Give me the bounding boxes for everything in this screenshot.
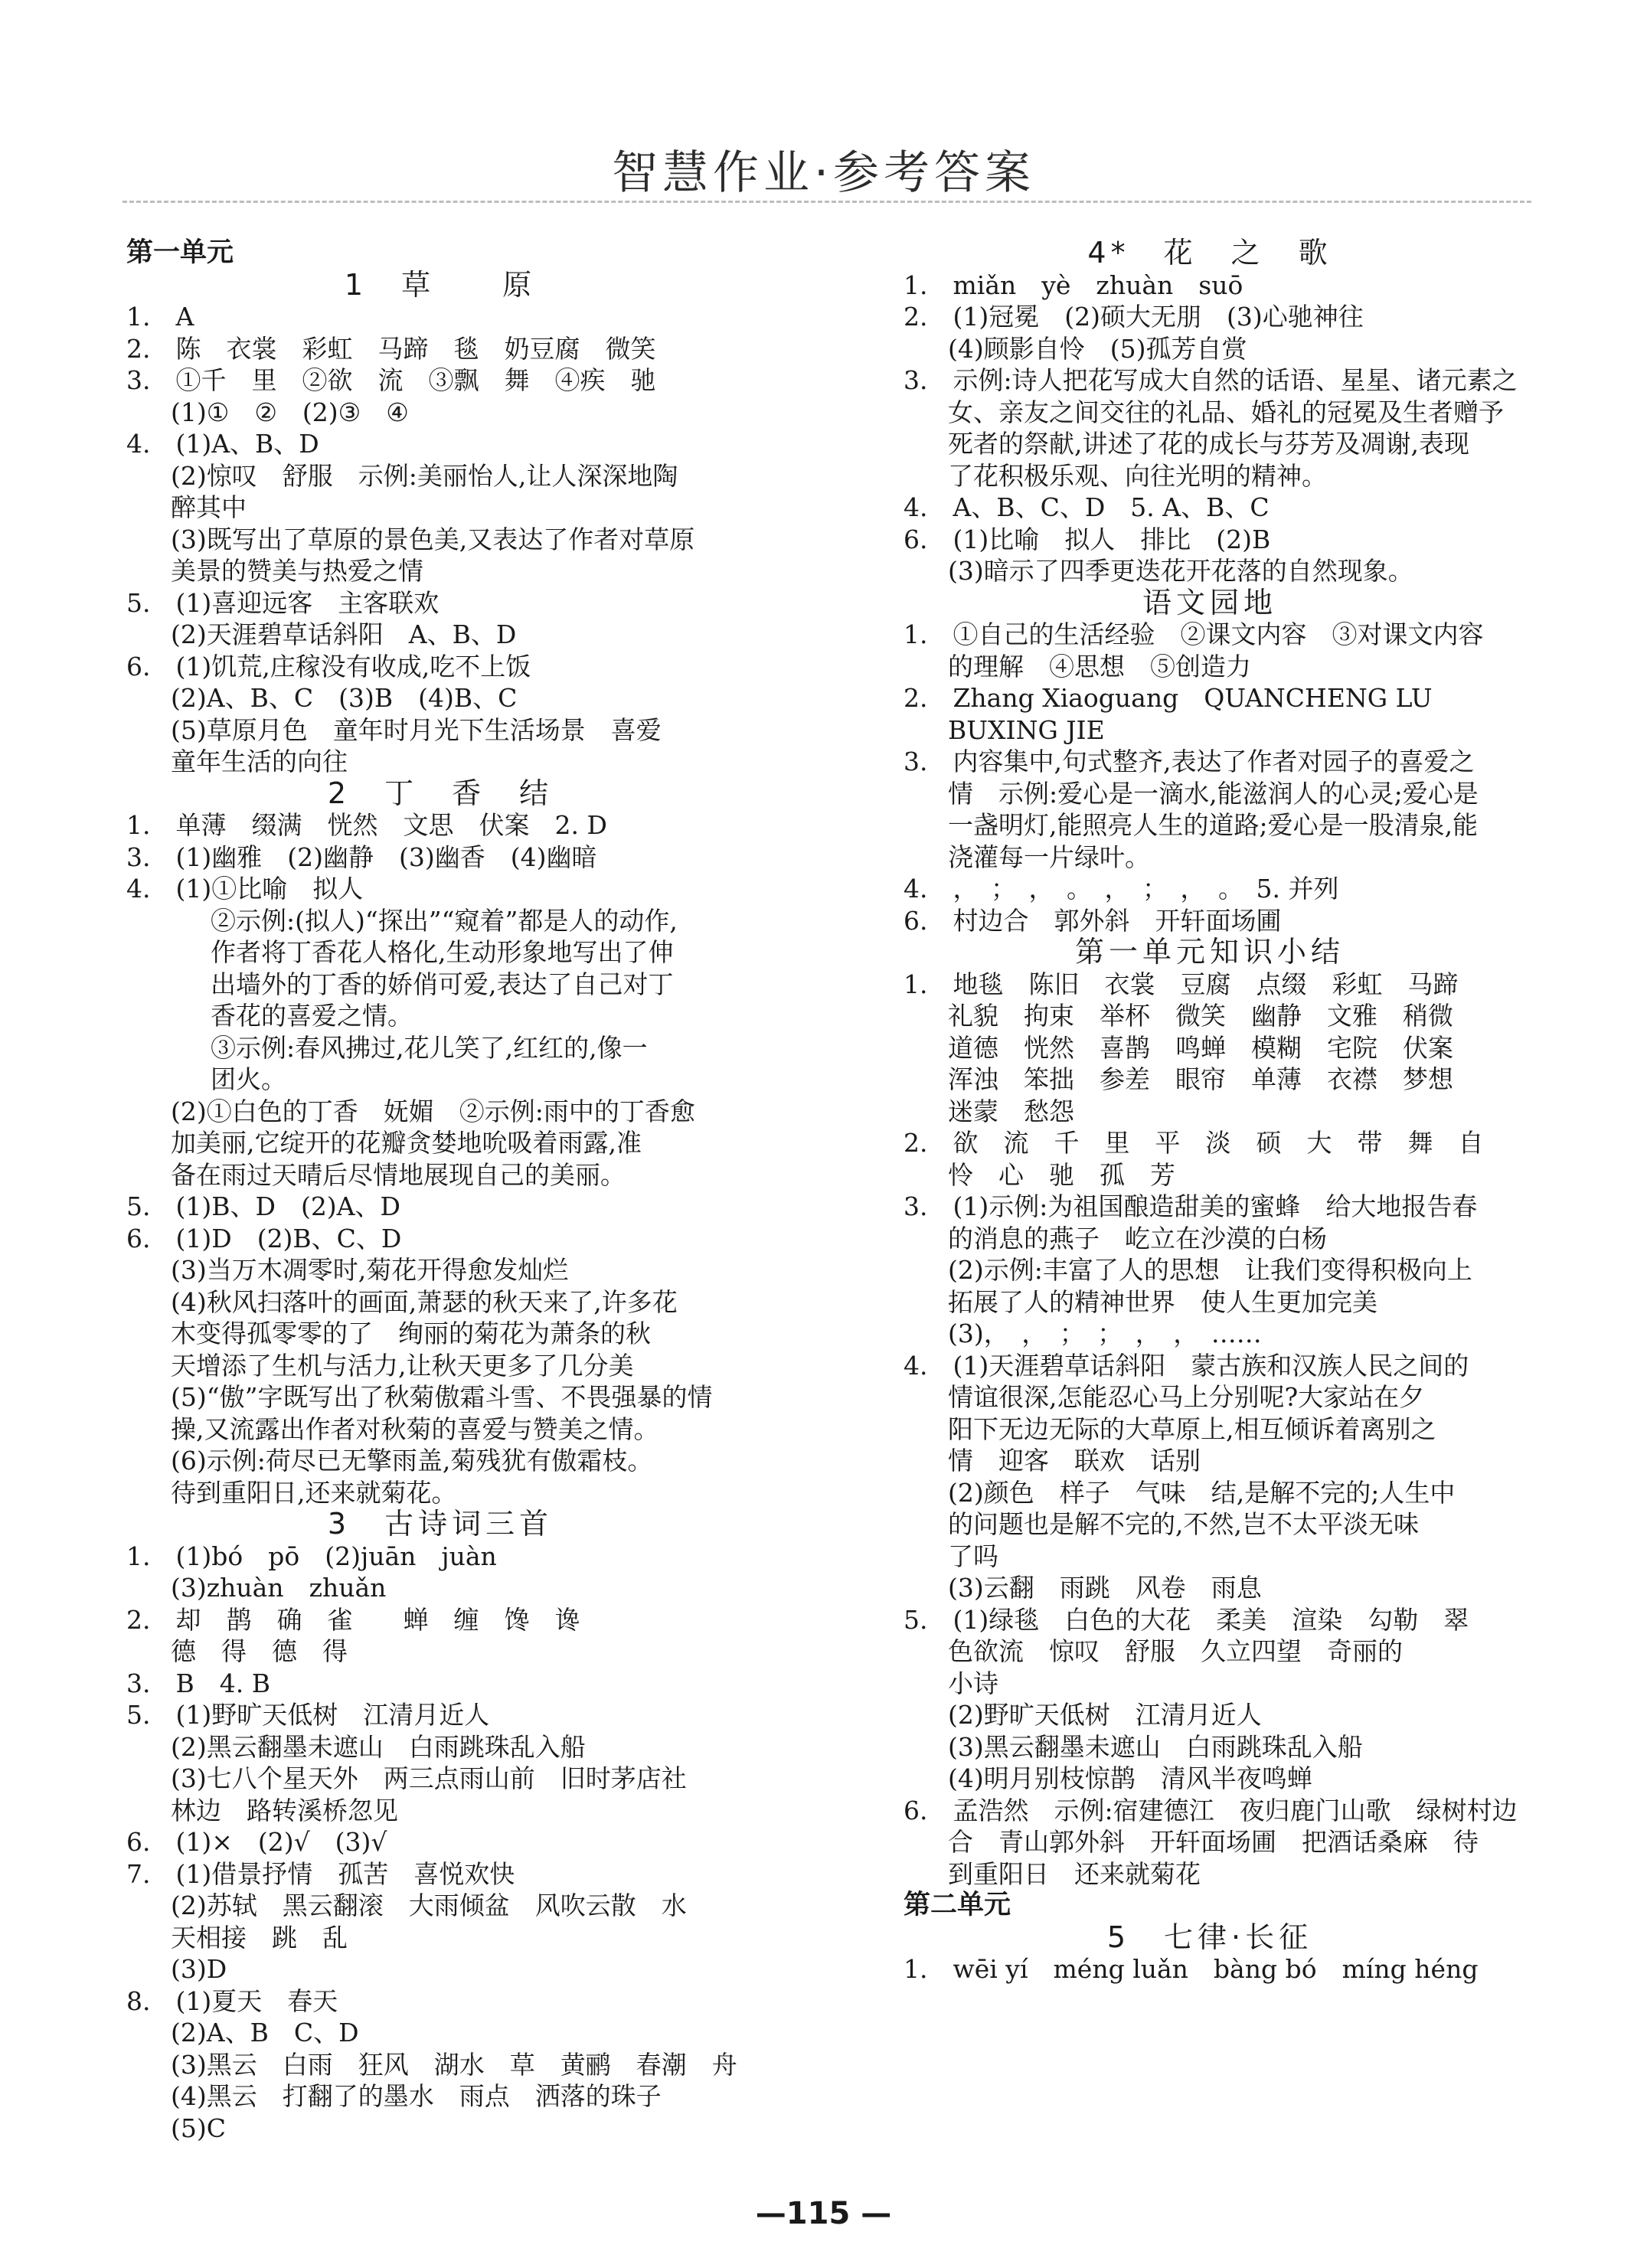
answer-line: 浇灌每一片绿叶。 — [948, 842, 1150, 872]
answer-line: 一盏明灯,能照亮人生的道路;爱心是一股清泉,能 — [948, 810, 1479, 840]
lesson-title: 1 草 原 — [344, 267, 537, 302]
page-number: —115 — — [755, 2196, 892, 2231]
answer-line: (4)明月别枝惊鹊 清风半夜鸣蝉 — [948, 1763, 1312, 1793]
lesson-title: 2 丁 香 结 — [327, 776, 554, 810]
answer-line: 1. ①自己的生活经验 ②课文内容 ③对课文内容 — [904, 619, 1484, 649]
answer-line: 的消息的燕子 屹立在沙漠的白杨 — [948, 1223, 1327, 1253]
answer-line: (3)暗示了四季更迭花开花落的自然现象。 — [948, 556, 1413, 586]
answer-line: 作者将丁香花人格化,生动形象地写出了伸 — [211, 937, 674, 967]
answer-line: 1. miǎn yè zhuàn suō — [904, 270, 1243, 300]
lesson-title: 第一单元知识小结 — [1074, 935, 1345, 969]
answer-line: (2)示例:丰富了人的思想 让我们变得积极向上 — [948, 1255, 1472, 1285]
answer-line: (3)七八个星天外 两三点雨山前 旧时茅店社 — [171, 1763, 687, 1793]
answer-line: (3)黑云翻墨未遮山 白雨跳珠乱入船 — [948, 1731, 1363, 1762]
answer-line: (3)云翻 雨跳 风卷 雨息 — [948, 1573, 1262, 1603]
lesson-title: 4* 花 之 歌 — [1087, 236, 1332, 270]
answer-line: 6. (1)比喻 拟人 排比 (2)B — [904, 524, 1271, 554]
answer-line: 6. (1)D (2)B、C、D — [126, 1223, 402, 1253]
answer-line: (3)既写出了草原的景色美,又表达了作者对草原 — [171, 524, 695, 554]
answer-line: 6. (1)饥荒,庄稼没有收成,吃不上饭 — [126, 651, 531, 681]
answer-line: (5)C — [171, 2113, 226, 2143]
answer-line: 拓展了人的精神世界 使人生更加完美 — [948, 1286, 1377, 1317]
answer-line: 3. B 4. B — [126, 1668, 270, 1698]
answer-line: 木变得孤零零的了 绚丽的菊花为萧条的秋 — [171, 1319, 651, 1348]
answer-line: (4)黑云 打翻了的墨水 雨点 洒落的珠子 — [171, 2081, 662, 2111]
answer-line: (2)A、B C、D — [171, 2018, 359, 2047]
answer-line: 备在雨过天晴后尽情地展现自己的美丽。 — [171, 1159, 626, 1190]
answer-line: 1. wēi yí méng luǎn bàng bó míng héng — [904, 1954, 1479, 1984]
answer-line: (5)草原月色 童年时月光下生活场景 喜爱 — [171, 714, 662, 745]
answer-line: 1. 地毯 陈旧 衣裳 豆腐 点缀 彩虹 马蹄 — [904, 969, 1459, 999]
answer-line: 出墙外的丁香的娇俏可爱,表达了自己对丁 — [211, 969, 674, 999]
answer-line: (2)天涯碧草话斜阳 A、B、D — [171, 619, 517, 649]
answer-line: 3. 示例:诗人把花写成大自然的话语、星星、诸元素之 — [904, 365, 1518, 395]
answer-line: 1. 单薄 缀满 恍然 文思 伏案 2. D — [126, 810, 607, 840]
answer-line: 的问题也是解不完的,不然,岂不太平淡无味 — [948, 1509, 1419, 1539]
page-title: 智慧作业·参考答案 — [611, 146, 1036, 200]
answer-line: 童年生活的向往 — [171, 747, 348, 776]
answer-line: (3)D — [171, 1954, 227, 1984]
answer-line: (3)， ， ； ； ， ， …… — [948, 1319, 1262, 1348]
unit-heading: 第一单元 — [126, 237, 234, 268]
answer-line: 3. ①千 里 ②欲 流 ③飘 舞 ④疾 驰 — [126, 365, 656, 395]
answer-line: 团火。 — [211, 1064, 286, 1094]
unit-heading: 第二单元 — [904, 1890, 1011, 1920]
answer-line: 天增添了生机与活力,让秋天更多了几分美 — [171, 1350, 634, 1381]
answer-line: 4. A、B、C、D 5. A、B、C — [904, 492, 1270, 522]
answer-line: (2)①白色的丁香 妩媚 ②示例:雨中的丁香愈 — [171, 1096, 695, 1126]
answer-line: 3. (1)示例:为祖国酿造甜美的蜜蜂 给大地报告春 — [904, 1191, 1478, 1221]
answer-line: 情 示例:爱心是一滴水,能滋润人的心灵;爱心是 — [948, 778, 1479, 809]
answer-line: 4. (1)①比喻 拟人 — [126, 874, 364, 904]
answer-line: 礼貌 拘束 举杯 微笑 幽静 文雅 稍微 — [948, 1001, 1453, 1031]
lesson-title: 5 七律·长征 — [1106, 1920, 1313, 1954]
answer-line: 6. 孟浩然 示例:宿建德江 夜归鹿门山歌 绿树村边 — [904, 1795, 1518, 1825]
answer-line: 3. 内容集中,句式整齐,表达了作者对园子的喜爱之 — [904, 747, 1475, 776]
answer-line: 1. A — [126, 302, 194, 332]
right-column — [904, 237, 1516, 1985]
answer-line: 到重阳日 还来就菊花 — [948, 1858, 1201, 1889]
answer-line: 3. (1)幽雅 (2)幽静 (3)幽香 (4)幽暗 — [126, 842, 597, 872]
answer-line: 香花的喜爱之情。 — [211, 1001, 413, 1031]
answer-line: 醉其中 — [171, 492, 247, 522]
answer-line: 2. 陈 衣裳 彩虹 马蹄 毯 奶豆腐 微笑 — [126, 333, 656, 364]
answer-line: 德 得 德 得 — [171, 1636, 348, 1666]
answer-line: (3)黑云 白雨 狂风 湖水 草 黄鹂 春潮 舟 — [171, 2049, 737, 2080]
answer-line: 的理解 ④思想 ⑤创造力 — [948, 651, 1251, 681]
answer-line: (1)① ② (2)③ ④ — [171, 397, 409, 427]
answer-line: 6. (1)× (2)√ (3)√ — [126, 1827, 387, 1857]
answer-line: 操,又流露出作者对秋菊的喜爱与赞美之情。 — [171, 1413, 659, 1444]
lesson-title: 3 古诗词三首 — [327, 1507, 554, 1541]
answer-line: (2)惊叹 舒服 示例:美丽怡人,让人深深地陶 — [171, 460, 678, 491]
lesson-title: 语文园地 — [1142, 585, 1277, 619]
answer-line: 怜 心 驰 孤 芳 — [948, 1159, 1175, 1190]
answer-line: 8. (1)夏天 春天 — [126, 1985, 338, 2016]
answer-line: 4. ， ； ， 。 ， ； ， 。 5. 并列 — [904, 874, 1339, 904]
answer-line: 小诗 — [948, 1668, 998, 1698]
answer-line: 2. (1)冠冕 (2)硕大无朋 (3)心驰神往 — [904, 302, 1364, 332]
answer-line: BUXING JIE — [948, 714, 1105, 745]
answer-line: (2)苏轼 黑云翻滚 大雨倾盆 风吹云散 水 — [171, 1891, 687, 1920]
answer-line: 情 迎客 联欢 话别 — [948, 1446, 1201, 1476]
answer-line: 5. (1)B、D (2)A、D — [126, 1191, 400, 1221]
answer-line: 情谊很深,怎能忍心马上分别呢?大家站在夕 — [948, 1382, 1425, 1412]
answer-line: 色欲流 惊叹 舒服 久立四望 奇丽的 — [948, 1636, 1403, 1666]
answer-line: 6. 村边合 郭外斜 开轩面场圃 — [904, 905, 1282, 936]
answer-line: 2. Zhang Xiaoguang QUANCHENG LU — [904, 683, 1433, 713]
answer-line: (2)A、B、C (3)B (4)B、C — [171, 683, 518, 713]
answer-line: 了花积极乐观、向往光明的精神。 — [948, 460, 1327, 491]
answer-line: 了吗 — [948, 1541, 998, 1571]
answer-line: 2. 却 鹊 确 雀 蝉 缠 馋 谗 — [126, 1604, 580, 1635]
answer-line: 1. (1)bó pō (2)juān juàn — [126, 1541, 497, 1571]
answer-line: 4. (1)A、B、D — [126, 429, 319, 459]
answer-line: 阳下无边无际的大草原上,相互倾诉着离别之 — [948, 1413, 1436, 1444]
answer-line: 4. (1)天涯碧草话斜阳 蒙古族和汉族人民之间的 — [904, 1350, 1469, 1381]
answer-line: 美景的赞美与热爱之情 — [171, 556, 423, 586]
answer-line: (4)顾影自怜 (5)孤芳自赏 — [948, 333, 1247, 364]
answer-line: (4)秋风扫落叶的画面,萧瑟的秋天来了,许多花 — [171, 1286, 678, 1317]
answer-line: (6)示例:荷尽已无擎雨盖,菊残犹有傲霜枝。 — [171, 1446, 653, 1476]
answer-line: 5. (1)喜迎远客 主客联欢 — [126, 587, 440, 618]
answer-line: ③示例:春风拂过,花儿笑了,红红的,像一 — [211, 1032, 648, 1063]
answer-line: 死者的祭献,讲述了花的成长与芬芳及凋谢,表现 — [948, 429, 1469, 459]
answer-line: 5. (1)绿毯 白色的大花 柔美 渲染 勾勒 翠 — [904, 1604, 1469, 1635]
answer-line: 7. (1)借景抒情 孤苦 喜悦欢快 — [126, 1858, 515, 1889]
answer-line: 迷蒙 愁怨 — [948, 1096, 1074, 1126]
answer-line: 合 青山郭外斜 开轩面场圃 把酒话桑麻 待 — [948, 1827, 1479, 1857]
answer-line: (2)野旷天低树 江清月近人 — [948, 1700, 1262, 1730]
answer-line: 加美丽,它绽开的花瓣贪婪地吮吸着雨露,准 — [171, 1128, 642, 1158]
answer-line: (5)“傲”字既写出了秋菊傲霜斗雪、不畏强暴的情 — [171, 1382, 713, 1412]
title-divider — [123, 201, 1531, 203]
answer-line: (2)黑云翻墨未遮山 白雨跳珠乱入船 — [171, 1731, 586, 1762]
answer-line: ②示例:(拟人)“探出”“窥着”都是人的动作, — [211, 905, 678, 936]
answer-line: 林边 路转溪桥忽见 — [171, 1795, 398, 1825]
answer-line: 浑浊 笨拙 参差 眼帘 单薄 衣襟 梦想 — [948, 1064, 1453, 1094]
answer-line: (3)zhuàn zhuǎn — [171, 1573, 387, 1603]
answer-line: (2)颜色 样子 气味 结,是解不完的;人生中 — [948, 1477, 1456, 1508]
answer-line: 待到重阳日,还来就菊花。 — [171, 1477, 457, 1508]
answer-line: 道德 恍然 喜鹊 鸣蝉 模糊 宅院 伏案 — [948, 1032, 1453, 1063]
answer-line: 女、亲友之间交往的礼品、婚礼的冠冕及生者赠予 — [948, 397, 1504, 427]
left-column — [126, 237, 754, 2144]
answer-line: 5. (1)野旷天低树 江清月近人 — [126, 1700, 490, 1730]
answer-line: (3)当万木凋零时,菊花开得愈发灿烂 — [171, 1255, 569, 1285]
answer-line: 天相接 跳 乱 — [171, 1922, 348, 1953]
answer-line: 2. 欲 流 千 里 平 淡 硕 大 带 舞 自 — [904, 1128, 1484, 1158]
